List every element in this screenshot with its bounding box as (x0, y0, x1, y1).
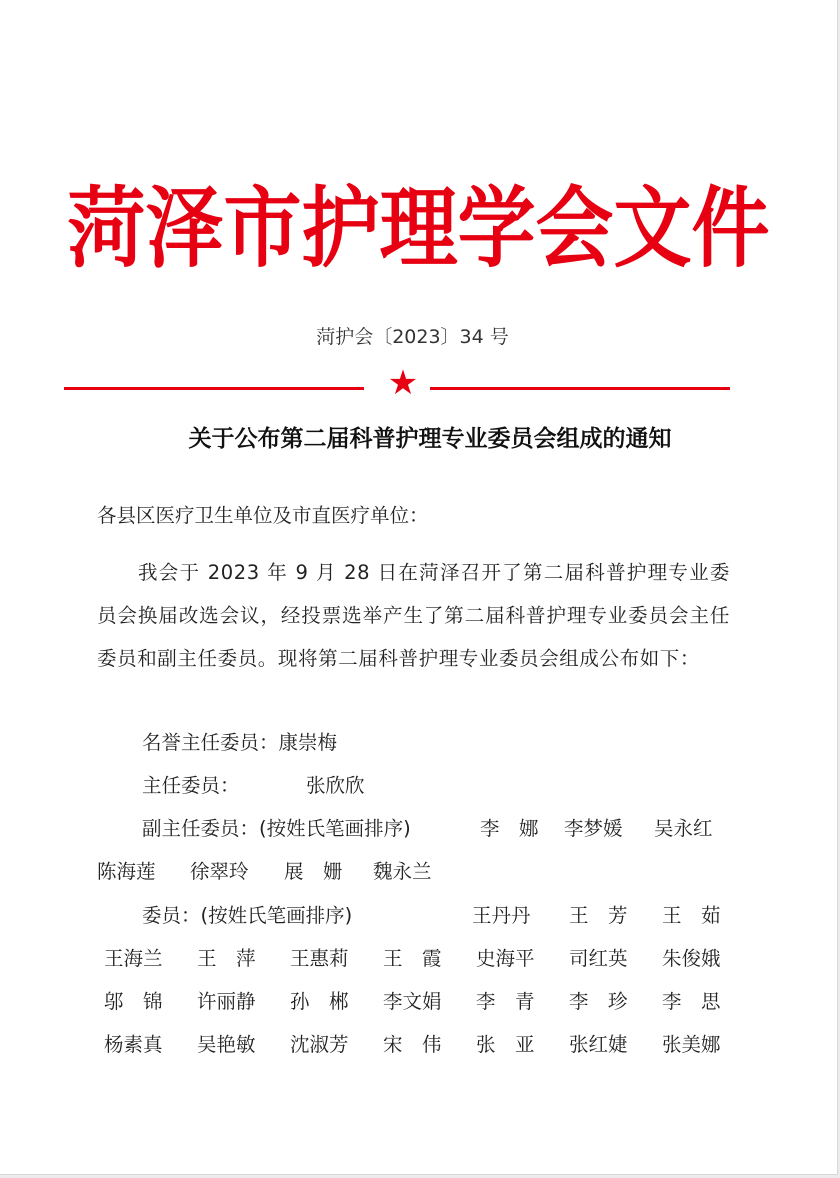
member-name: 沈淑芳 (290, 1033, 349, 1056)
member-name: 王 芳 (569, 904, 628, 927)
members-label: 委员： (142, 904, 201, 927)
member-name: 朱俊娥 (662, 947, 721, 970)
vice-chair-name: 魏永兰 (373, 860, 432, 883)
member-name: 宋 伟 (383, 1033, 442, 1056)
member-name: 张 亚 (476, 1033, 535, 1056)
member-name: 王 茹 (662, 904, 721, 927)
chair-label: 主任委员： (142, 774, 240, 797)
chair-row (142, 771, 240, 801)
vice-chair-label-row (142, 814, 411, 844)
honorary-chair-row (142, 728, 337, 758)
members-note: (按姓氏笔画排序) (200, 904, 353, 927)
vice-chair-name: 吴永红 (654, 817, 713, 840)
member-name: 吴艳敏 (197, 1033, 256, 1056)
red-rule-left (64, 387, 364, 390)
notice-body: 我会于 2023 年 9 月 28 日在菏泽召开了第二届科普护理专业委员会换届改选会议，经投票选举产生了第二届科普护理专业委员会主任委员和副主任委员。现将第二届科普护理专业委员会组成公布如下： (97, 561, 730, 670)
vice-chair-name: 李 娜 (480, 817, 539, 840)
member-name: 司红英 (569, 947, 628, 970)
vice-chair-name: 徐翠玲 (190, 860, 249, 883)
member-name: 张美娜 (662, 1033, 721, 1056)
chair-name: 张欣欣 (306, 774, 365, 797)
member-name: 孙 郴 (290, 990, 349, 1013)
honorary-chair-label: 名誉主任委员： (142, 731, 279, 754)
vice-chair-name: 展 姗 (284, 860, 343, 883)
member-name: 王 萍 (197, 947, 256, 970)
member-name: 杨素真 (104, 1033, 163, 1056)
member-name: 李 珍 (569, 990, 628, 1013)
member-name: 王海兰 (104, 947, 163, 970)
member-name: 李 思 (662, 990, 721, 1013)
vice-chair-label: 副主任委员： (142, 817, 260, 840)
member-name: 李 青 (476, 990, 535, 1013)
document-number: 菏护会〔2023〕34 号 (316, 326, 509, 348)
member-name: 李文娟 (383, 990, 442, 1013)
vice-chair-name: 陈海莲 (97, 860, 156, 883)
notice-title: 关于公布第二届科普护理专业委员会组成的通知 (188, 425, 672, 452)
addressee: 各县区医疗卫生单位及市直医疗单位： (97, 504, 429, 527)
member-name: 王丹丹 (472, 904, 531, 927)
members-label-row (142, 901, 352, 931)
member-name: 史海平 (476, 947, 535, 970)
red-rule-right (430, 387, 730, 390)
star-icon: ★ (387, 363, 419, 403)
vice-chair-name: 李梦媛 (564, 817, 623, 840)
vice-chair-note: (按姓氏笔画排序) (259, 817, 411, 840)
member-name: 张红婕 (569, 1033, 628, 1056)
member-name: 许丽静 (197, 990, 256, 1013)
member-name: 邬 锦 (104, 990, 163, 1013)
member-name: 王惠莉 (290, 947, 349, 970)
honorary-chair-name: 康崇梅 (278, 731, 338, 754)
member-name: 王 霞 (383, 947, 442, 970)
org-masthead-title: 菏泽市护理学会文件 (67, 178, 770, 280)
